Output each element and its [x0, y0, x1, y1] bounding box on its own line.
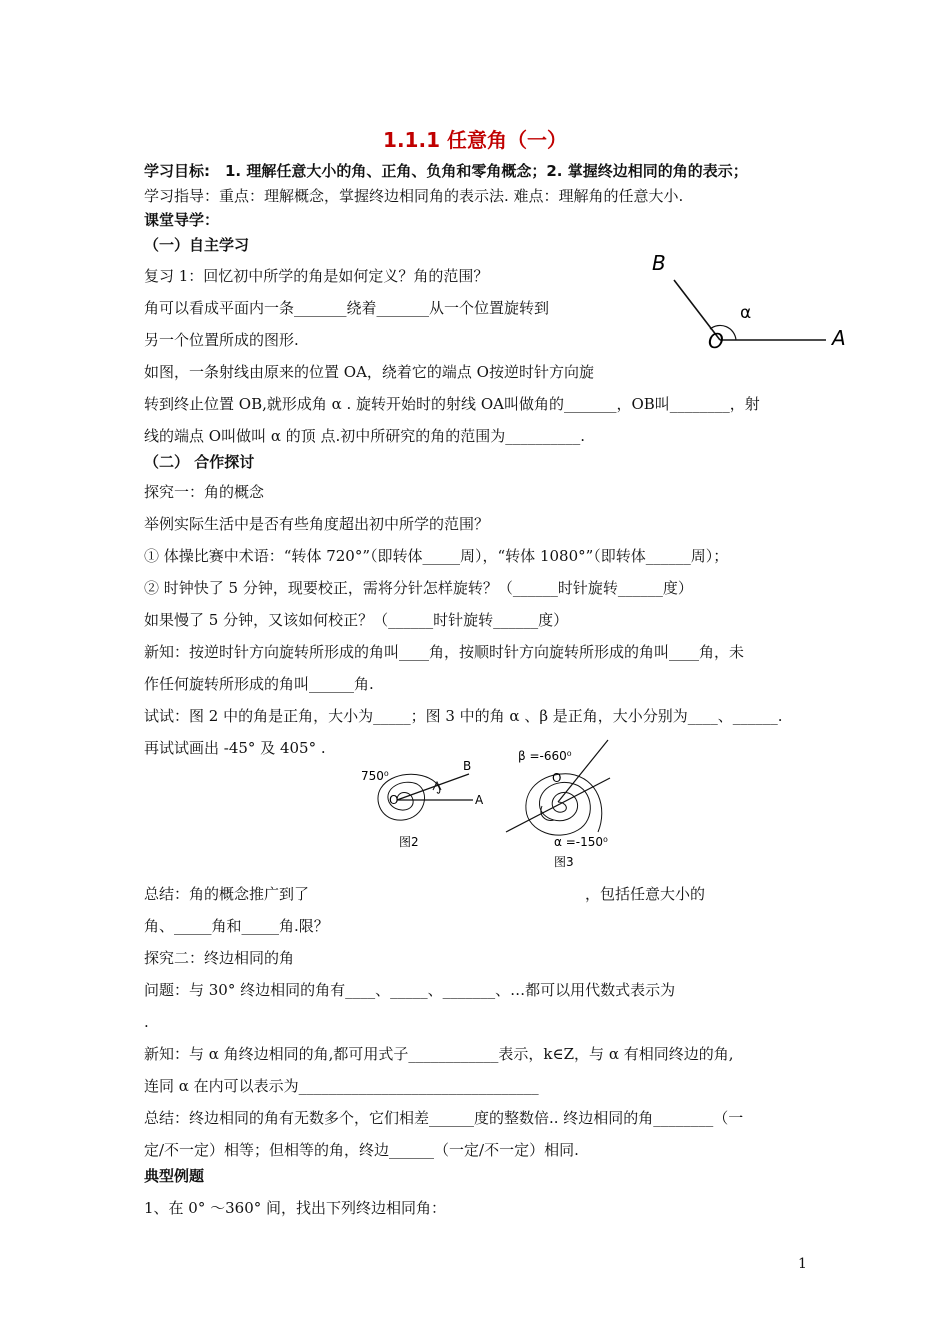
page-number: 1	[798, 1256, 807, 1272]
label-a: A	[832, 326, 846, 350]
case-clock-slow: 如果慢了 5 分钟，又该如何校正？（______时针旋转______度）	[144, 611, 569, 629]
alpha-label: α =-150⁰	[554, 835, 608, 849]
fig2-caption: 图2	[399, 835, 419, 849]
class-guide-heading: 课堂导学：	[144, 211, 220, 229]
new-knowledge-3: 新知：与 α 角终边相同的角,都可用式子____________表示，k∈Z，与 α 有相同终边的角,	[144, 1045, 734, 1063]
typical-examples-heading: 典型例题	[144, 1167, 205, 1185]
problem-1: 问题：与 30° 终边相同的角有____、_____、_______、…都可以用代数式表示为	[144, 981, 676, 999]
case-clock-fast: ② 时钟快了 5 分钟，现要校正，需将分针怎样旋转？（______时针旋转______度）	[144, 579, 693, 597]
figure-explain-1: 如图，一条射线由原来的位置 OA，绕着它的端点 O按逆时针方向旋	[144, 363, 594, 381]
summary-3: 总结：终边相同的角有无数多个，它们相差______度的整数倍.. 终边相同的角________（一	[144, 1109, 744, 1127]
figure-2	[355, 752, 495, 852]
learning-guide: 学习指导：重点：理解概念，掌握终边相同角的表示法. 难点：理解角的任意大小.	[144, 187, 684, 205]
summary-2: 角、_____角和_____角.限？	[144, 917, 329, 935]
try-1: 试试：图 2 中的角是正角，大小为_____；图 3 中的角 α 、β 是正角，大小分别为____、______.	[144, 707, 783, 725]
summary-1: 总结：角的概念推广到了 ，包括任意大小的	[144, 885, 706, 903]
angle-definition-1: 角可以看成平面内一条_______绕着_______从一个位置旋转到	[144, 299, 550, 317]
explore-2-heading: 探究二：终边相同的角	[144, 949, 295, 967]
summary-4: 定/不一定）相等；但相等的角，终边______（一定/不一定）相同.	[144, 1141, 579, 1159]
example-question: 举例实际生活中是否有些角度超出初中所学的范围？	[144, 515, 490, 533]
angle-definition-2: 另一个位置所成的图形.	[144, 331, 299, 349]
figure-3	[498, 738, 628, 873]
fig3-caption: 图3	[554, 855, 574, 869]
fig2-label-o: O	[389, 793, 399, 807]
case-gymnastics: ① 体操比赛中术语：“转体 720°”（即转体_____周），“转体 1080°”（即转体______周）；	[144, 547, 729, 565]
example-1: 1、在 0° ～360° 间，找出下列终边相同角：	[144, 1199, 447, 1217]
new-knowledge-1: 新知：按逆时针方向旋转所形成的角叫____角，按顺时针方向旋转所形成的角叫____角，未	[144, 643, 745, 661]
new-knowledge-2: 作任何旋转所形成的角叫______角.	[144, 675, 374, 693]
label-b: B	[652, 251, 666, 275]
label-alpha: α	[740, 303, 752, 323]
figure-explain-3: 线的端点 O叫做叫 α 的顶 点.初中所研究的角的范围为__________.	[144, 427, 586, 445]
fig2-label-a: A	[475, 793, 484, 807]
try-2: 再试试画出 -45° 及 405° .	[144, 739, 326, 757]
explore-1-heading: 探究一：角的概念	[144, 483, 265, 501]
problem-2: .	[144, 1013, 149, 1031]
figure-explain-2: 转到终止位置 OB,就形成角 α . 旋转开始时的射线 OA叫做角的_______，OB叫________，射	[144, 395, 760, 413]
angle-750: 750⁰	[361, 769, 389, 783]
label-o: O	[708, 329, 724, 353]
figure-angle-aob	[640, 248, 860, 353]
page-title: 1.1.1 任意角（一）	[383, 128, 567, 152]
section-cooperation: （二） 合作探讨	[144, 453, 255, 471]
section-self-study: （一）自主学习	[144, 236, 250, 254]
beta-label: β =-660⁰	[518, 749, 572, 763]
review-1: 复习 1：回忆初中所学的角是如何定义？角的范围？	[144, 267, 489, 285]
new-knowledge-4: 连同 α 在内可以表示为________________________________	[144, 1077, 539, 1095]
learning-goals: 学习目标: 1. 理解任意大小的角、正角、负角和零角概念；2. 掌握终边相同的角的表示；	[144, 162, 748, 180]
fig2-label-b: B	[463, 759, 472, 773]
fig3-label-o: O	[552, 771, 562, 785]
